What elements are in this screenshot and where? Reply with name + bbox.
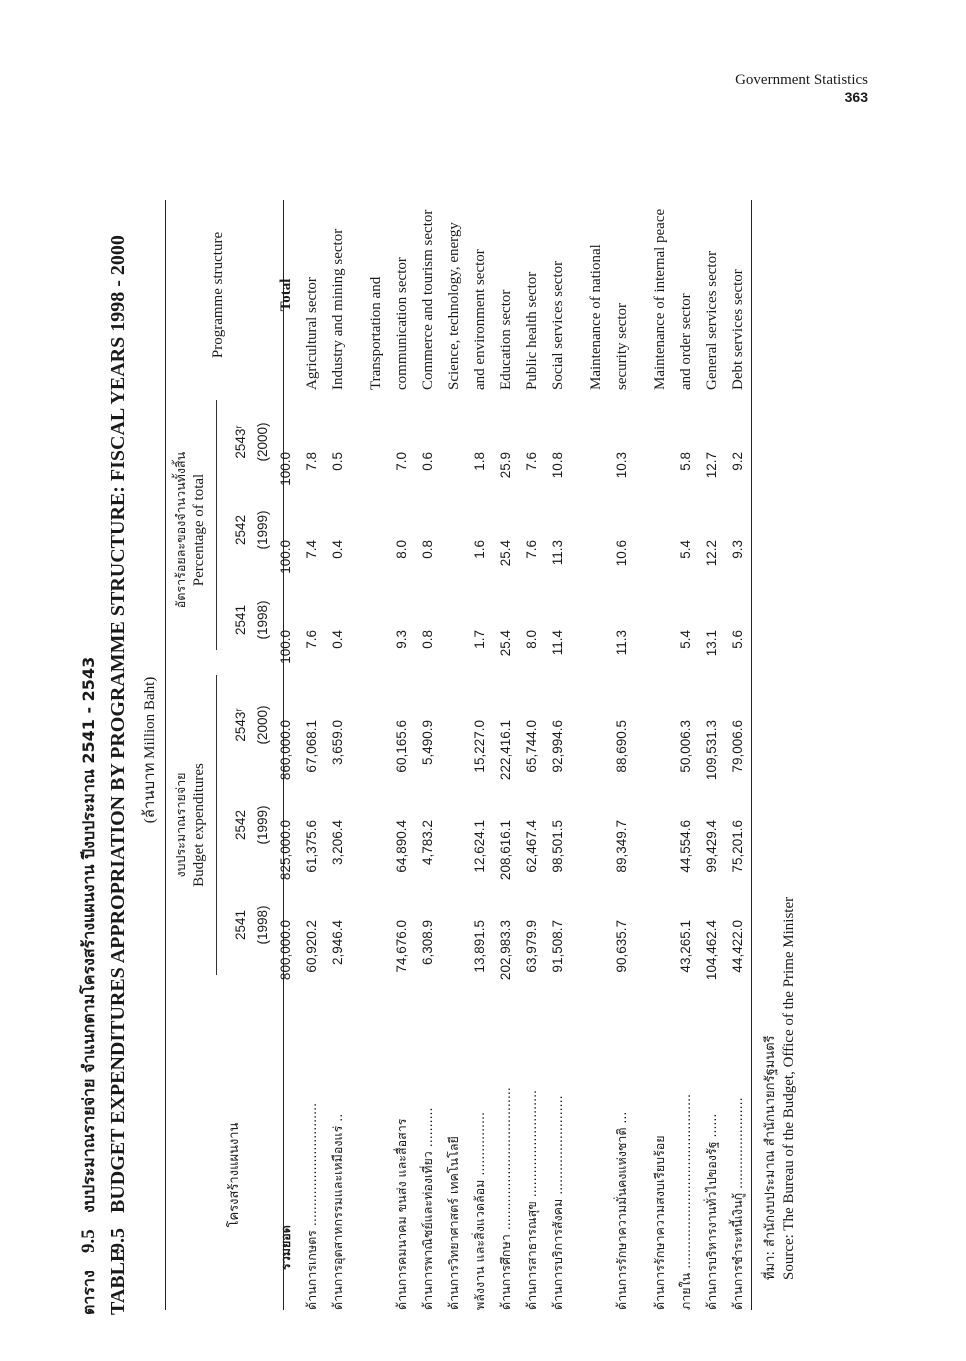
- right-column-header: Programme structure: [210, 231, 226, 359]
- budget-group-rule: [216, 675, 217, 975]
- row-label-thai: ด้านการพาณิชย์และท่องเที่ยว ..........: [420, 1107, 435, 1310]
- budget-value-cell: 63,979.9: [524, 920, 539, 973]
- percent-value-cell: 10.6: [614, 540, 629, 567]
- percent-value-cell: 13.1: [704, 630, 719, 657]
- year-th: 2542: [233, 809, 248, 841]
- percent-value-cell: 7.8: [304, 452, 319, 471]
- table-row: [519, 200, 545, 1310]
- budget-value-cell: 89,349.7: [614, 820, 629, 873]
- row-label-english: Commerce and tourism sector: [420, 209, 436, 390]
- row-label-english: Transportation and: [368, 276, 384, 390]
- year-en: (1999): [255, 510, 270, 550]
- budget-value-cell: 65,744.0: [524, 720, 539, 773]
- year-header-pct-1998: [230, 575, 274, 665]
- budget-value-cell: 860,000.0: [278, 720, 293, 781]
- table-row: [493, 200, 519, 1310]
- row-label-thai: ด้านการเกษตร ...............................: [304, 1102, 319, 1310]
- budget-value-cell: 67,068.1: [304, 720, 319, 773]
- percent-value-cell: 7.0: [394, 452, 409, 471]
- budget-value-cell: 2,946.4: [330, 920, 345, 966]
- percent-value-cell: 1.6: [472, 540, 487, 559]
- budget-value-cell: 15,227.0: [472, 720, 487, 773]
- percent-value-cell: 9.3: [394, 630, 409, 649]
- budget-value-cell: 60,165.6: [394, 720, 409, 773]
- budget-value-cell: 44,422.0: [730, 920, 745, 973]
- percent-value-cell: 100.0: [278, 452, 293, 486]
- row-label-thai: ด้านการรักษาความมั่นคงแห่งชาติ ...: [614, 1111, 629, 1310]
- percent-value-cell: 0.8: [420, 630, 435, 649]
- row-label-english: Industry and mining sector: [330, 228, 346, 390]
- row-label-thai: ด้านการอุตสาหกรรมและเหมืองแร่ ..: [330, 1113, 345, 1310]
- percent-value-cell: 0.6: [420, 452, 435, 471]
- row-label-thai: รวมยอด: [278, 1225, 293, 1270]
- percent-value-cell: 5.6: [730, 630, 745, 649]
- row-label-english: Science, technology, energy: [446, 222, 462, 390]
- budget-value-cell: 64,890.4: [394, 820, 409, 873]
- percent-value-cell: 100.0: [278, 540, 293, 574]
- row-label-english: and order sector: [678, 293, 694, 390]
- percent-group-en: Percentage of total: [191, 473, 207, 587]
- percent-value-cell: 10.3: [614, 452, 629, 479]
- percent-value-cell: 7.6: [524, 452, 539, 471]
- row-label-english: Education sector: [498, 289, 514, 390]
- percent-value-cell: 8.0: [394, 540, 409, 559]
- unit-label: (ล้านบาท Million Baht): [142, 676, 158, 824]
- percent-value-cell: 25.9: [498, 452, 513, 479]
- table-row: [545, 200, 571, 1310]
- title-eng-number: 9.5: [107, 1228, 129, 1253]
- budget-value-cell: 800,000.0: [278, 920, 293, 981]
- budget-value-cell: 44,554.6: [678, 820, 693, 873]
- table-row: [325, 200, 351, 1310]
- year-header-budget-2000: [230, 680, 274, 770]
- row-label-thai: ด้านการรักษาความสงบเรียบร้อย: [652, 1135, 667, 1310]
- table-row: [441, 200, 467, 1310]
- year-en: (1998): [255, 905, 270, 945]
- row-label-english: Total: [278, 278, 294, 312]
- percent-value-cell: 8.0: [524, 630, 539, 649]
- percent-value-cell: 7.6: [304, 630, 319, 649]
- row-label-thai: ด้านการศึกษา ....................................: [498, 1087, 513, 1310]
- budget-value-cell: 825,000.0: [278, 820, 293, 881]
- left-column-header: โครงสร้างแผนงาน: [227, 1122, 242, 1228]
- budget-value-cell: 208,616.1: [498, 820, 513, 881]
- budget-group-th: งบประมาณรายจ่าย: [173, 772, 188, 878]
- title-thai-prefix: ตาราง: [79, 1270, 98, 1315]
- year-en: (2000): [255, 705, 270, 745]
- percent-value-cell: 7.6: [524, 540, 539, 559]
- budget-value-cell: 79,006.6: [730, 720, 745, 773]
- row-label-english: Maintenance of national: [588, 244, 604, 390]
- top-rule: [165, 200, 166, 1310]
- percent-value-cell: 11.3: [550, 540, 565, 566]
- year-en: (2000): [255, 422, 270, 462]
- budget-value-cell: 91,508.7: [550, 920, 565, 973]
- row-label-english: General services sector: [704, 250, 720, 390]
- percent-value-cell: 25.4: [498, 540, 513, 567]
- table-row: [467, 200, 493, 1310]
- percent-value-cell: 12.7: [704, 452, 719, 479]
- year-header-pct-2000: [230, 397, 274, 487]
- table-row: [363, 200, 389, 1310]
- section-name: Government Statistics: [735, 72, 868, 88]
- title-english: [103, 185, 133, 1315]
- percent-value-cell: 5.4: [678, 540, 693, 559]
- percent-value-cell: 100.0: [278, 630, 293, 664]
- title-thai-number: 9.5: [78, 1229, 99, 1253]
- percent-value-cell: 1.8: [472, 452, 487, 471]
- table-row: [673, 200, 699, 1310]
- title-thai: [75, 185, 103, 1315]
- title-thai-text: งบประมาณรายจ่าย จำแนกตามโครงสร้างแผนงาน ปีงบประมาณ 2541 - 2543: [79, 656, 98, 1213]
- budget-value-cell: 98,501.5: [550, 820, 565, 873]
- row-label-english: Maintenance of internal peace: [652, 208, 668, 390]
- percent-value-cell: 7.4: [304, 540, 319, 559]
- budget-value-cell: 62,467.4: [524, 820, 539, 873]
- budget-group-header: [171, 665, 208, 985]
- percent-value-cell: 5.4: [678, 630, 693, 649]
- table-row: [647, 200, 673, 1310]
- page-number: 363: [844, 89, 868, 105]
- title-eng-text: BUDGET EXPENDITURES APPROPRIATION BY PROGRAMME STRUCTURE: FISCAL YEARS 1998 - 2000: [107, 235, 129, 1213]
- budget-value-cell: 74,676.0: [394, 920, 409, 973]
- budget-value-cell: 6,308.9: [420, 920, 435, 966]
- budget-value-cell: 43,265.1: [678, 920, 693, 973]
- percent-value-cell: 11.3: [614, 630, 629, 656]
- row-label-english: Social services sector: [550, 260, 566, 390]
- percent-value-cell: 0.4: [330, 630, 345, 649]
- budget-value-cell: 109,531.3: [704, 720, 719, 781]
- budget-group-en: Budget expenditures: [191, 763, 207, 887]
- year-th: 2541: [233, 604, 248, 636]
- table-row: [583, 200, 609, 1310]
- budget-value-cell: 3,206.4: [330, 820, 345, 866]
- budget-value-cell: 90,635.7: [614, 920, 629, 973]
- percent-value-cell: 25.4: [498, 630, 513, 657]
- table-row: [699, 200, 725, 1310]
- year-en: (1999): [255, 805, 270, 845]
- budget-value-cell: 60,920.2: [304, 920, 319, 973]
- row-label-thai: ภายใน ............................................: [678, 1093, 693, 1310]
- row-label-thai: ด้านการคมนาคม ขนส่ง และสื่อสาร: [394, 1118, 409, 1310]
- percent-group-th: อัตราร้อยละของจำนวนทั้งสิ้น: [173, 451, 188, 609]
- row-label-english: Agricultural sector: [304, 277, 320, 390]
- percent-group-header: [171, 400, 208, 660]
- running-header: [735, 72, 868, 105]
- percent-value-cell: 0.4: [330, 540, 345, 559]
- percent-value-cell: 12.2: [704, 540, 719, 567]
- table-row: [299, 200, 325, 1310]
- row-label-thai: ด้านการบริหารงานทั่วไปของรัฐ ......: [704, 1113, 719, 1310]
- percent-value-cell: 10.8: [550, 452, 565, 479]
- year-th: 2541: [233, 909, 248, 941]
- table-row: [609, 200, 635, 1310]
- row-label-english: communication sector: [394, 257, 410, 390]
- row-label-english: and environment sector: [472, 249, 488, 390]
- budget-value-cell: 4,783.2: [420, 820, 435, 866]
- year-th: 2543ʳ: [233, 425, 248, 459]
- year-th: 2543ʳ: [233, 708, 248, 742]
- row-label-english: security sector: [614, 302, 630, 390]
- year-header-budget-1999: [230, 780, 274, 870]
- year-th: 2542: [233, 514, 248, 546]
- year-en: (1998): [255, 600, 270, 640]
- budget-value-cell: 88,690.5: [614, 720, 629, 773]
- row-label-thai: ด้านการบริการสังคม .........................: [550, 1095, 565, 1310]
- percent-value-cell: 0.5: [330, 452, 345, 471]
- source-english: Source: The Bureau of the Budget, Office of the Prime Minister: [781, 896, 797, 1280]
- percent-value-cell: 11.4: [550, 630, 565, 656]
- percent-value-cell: 9.3: [730, 540, 745, 559]
- row-label-thai: ด้านการสาธารณสุข ...........................: [524, 1089, 539, 1310]
- budget-value-cell: 202,983.3: [498, 920, 513, 981]
- row-label-english: Public health sector: [524, 271, 540, 390]
- source-thai: ที่มา: สำนักงบประมาณ สำนักนายกรัฐมนตรี: [763, 1035, 778, 1280]
- budget-value-cell: 92,994.6: [550, 720, 565, 773]
- table-row: [725, 200, 751, 1310]
- budget-value-cell: 61,375.6: [304, 820, 319, 873]
- budget-value-cell: 3,659.0: [330, 720, 345, 766]
- percent-group-rule: [216, 400, 217, 650]
- row-label-thai: ด้านการวิทยาศาสตร์ เทคโนโลยี: [446, 1136, 461, 1310]
- year-header-pct-1999: [230, 485, 274, 575]
- table-titles: [75, 185, 133, 1315]
- budget-value-cell: 5,490.9: [420, 720, 435, 766]
- rotated-table-page: [75, 170, 825, 1330]
- percent-value-cell: 5.8: [678, 452, 693, 471]
- percent-value-cell: 1.7: [472, 630, 487, 649]
- budget-value-cell: 13,891.5: [472, 920, 487, 973]
- budget-value-cell: 12,624.1: [472, 820, 487, 873]
- year-header-budget-1998: [230, 880, 274, 970]
- title-eng-prefix: TABLE: [107, 1248, 129, 1315]
- table-row: [415, 200, 441, 1310]
- budget-value-cell: 75,201.6: [730, 820, 745, 873]
- percent-value-cell: 9.2: [730, 452, 745, 471]
- budget-value-cell: 50,006.3: [678, 720, 693, 773]
- percent-value-cell: 0.8: [420, 540, 435, 559]
- table-row-total: [273, 200, 299, 1310]
- budget-value-cell: 99,429.4: [704, 820, 719, 873]
- table-row: [389, 200, 415, 1310]
- budget-value-cell: 104,462.4: [704, 920, 719, 981]
- bottom-rule: [751, 200, 752, 1310]
- budget-value-cell: 222,416.1: [498, 720, 513, 781]
- row-label-english: Debt services sector: [730, 269, 746, 390]
- row-label-thai: พลังงาน และสิ่งแวดล้อม ................: [472, 1112, 487, 1310]
- row-label-thai: ด้านการชำระหนี้เงินกู้ .......................: [730, 1097, 745, 1310]
